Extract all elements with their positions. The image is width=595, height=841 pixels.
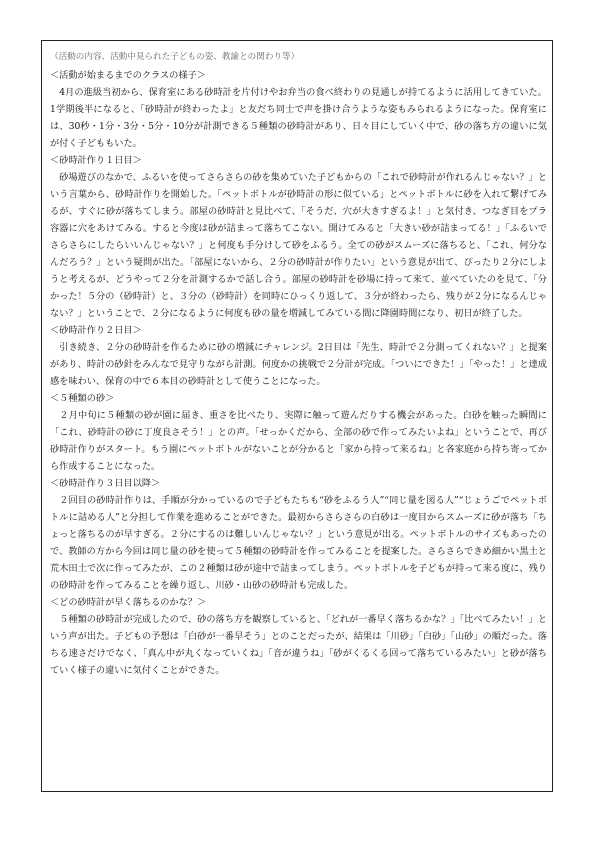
section-paragraph: ２月中旬に５種類の砂が園に届き、重さを比べたり、実際に触って遊んだりする機会があった。白砂を触った瞬間に「これ、砂時計の砂に丁度良さそう！」との声。「せっかくだから、全部の砂で作ってみたいよね」ということで、再び砂時計作りがスタート。もう園にペットボトルがないことが分かると「家から持って来るね」と各家庭から持ち寄ってから作成することになった。 <box>50 410 547 472</box>
section-paragraph: ５種類の砂時計が完成したので、砂の落ち方を観察していると、「どれが一番早く落ちるかな？」「比べてみたい！」という声が出た。子どもの予想は「白砂が一番早そう」とのことだったが、結果は「川砂」「白砂」「山砂」の順だった。落ちる速さだけでなく、「真ん中が丸くなっていくね」「音が違うね」「砂がくるくる回って落ちているみたい」と砂が落ちていく様子の違いに気付くことができた。 <box>50 614 547 676</box>
section-class-before-activity <box>50 67 547 152</box>
report-content <box>50 50 547 679</box>
section-five-sands <box>50 390 547 475</box>
section-paragraph: 砂場遊びのなかで、ふるいを使ってさらさらの砂を集めていた子どもからの「これで砂時計が作れるんじゃない？」という言葉から、砂時計作りを開始した。「ペットボトルが砂時計の形に似ている」とペットボトルに砂を入れて繋げてみるが、すぐに砂が落ちてしまう。部屋の砂時計と見比べて、「そうだ、穴が大きすぎるよ！」と気付き、つなぎ目をプラ容器に穴をあけてみる。すると今度は砂が詰まって落ちてこない。開けてみると「大きい砂が詰まってる！」「ふるいでさらさらにしたらいいんじゃない？」と何度も手分けして砂をふるう。全ての砂がスムーズに落ちると、「これ、何分なんだろう？」という疑問が出た。「部屋にないから、２分の砂時計が作りたい」という意見が出て、ぴったり２分にしようと考えるが、どうやって２分を計測するかで話し合う。部屋の砂時計を砂場に持って来て、並べていたのを見て、「分かった！５分の（砂時計）と、３分の（砂時計）を同時にひっくり返して、３分が終わったら、残りが２分になるんじゃない？」ということで、２分になるように何度も砂の量を増減してみている間に降園時間になり、初日が終了した。 <box>50 172 547 319</box>
section-paragraph: 引き続き、２分の砂時計を作るために砂の増減にチャレンジ。2日目は「先生、時計で２分測ってくれない？」と提案があり、時計の砂針をみんなで見守りながら計測。何度かの挑戦で２分計が完成。「ついにできた！」「やった！」と達成感を味わい、保育の中で６本目の砂時計として使うことになった。 <box>50 342 547 387</box>
section-paragraph: 4月の進級当初から、保育室にある砂時計を片付けやお弁当の食べ終わりの見通しが持てるように活用してきていた。1学期後半になると、「砂時計が終わったよ」と友だち同士で声を掛け合うような姿もみられるようになった。保育室には、30秒・1分・3分・5分・10分が計測できる５種類の砂時計があり、日々目にしていく中で、砂の落ち方の違いに気が付く子どももいた。 <box>50 87 547 149</box>
section-heading: ＜砂時計作り１日目＞ <box>50 155 142 166</box>
section-paragraph: ２回目の砂時計作りは、手順が分かっているので子どもたちも“砂をふるう人”“同じ量を図る人”“じょうごでペットボトルに詰める人”と分担して作業を進めることができた。最初からさらさらの白砂は一度目からスムーズに砂が落ち「ちょっと落ちるのが早すぎる。２分にするのは難しいんじゃない？」という意見が出る。ペットボトルのサイズもあったので、教師の方から今回は同じ量の砂を使って５種類の砂時計を作ってみることを提案した。さらさらできめ細かい黒土と荒木田土で次に作ってみたが、この２種類は砂が途中で詰まってしまう。ペットボトルを子どもが持って来る度に、残りの砂時計を作ってみることを繰り返し、川砂・山砂の砂時計も完成した。 <box>50 495 547 591</box>
section-heading: ＜活動が始まるまでのクラスの様子＞ <box>50 70 206 81</box>
section-heading: ＜砂時計作り３日目以降＞ <box>50 478 161 489</box>
section-which-falls-fastest <box>50 594 547 679</box>
section-day-2 <box>50 322 547 390</box>
section-heading: ＜５種類の砂＞ <box>50 393 115 404</box>
section-day-3-onward <box>50 475 547 594</box>
section-day-1 <box>50 152 547 322</box>
section-heading: ＜砂時計作り２日目＞ <box>50 325 142 336</box>
note-text: （活動の内容、活動中見られた子どもの姿、教諭との関わり等） <box>50 52 300 62</box>
section-heading: ＜どの砂時計が早く落ちるのかな？＞ <box>50 597 207 608</box>
